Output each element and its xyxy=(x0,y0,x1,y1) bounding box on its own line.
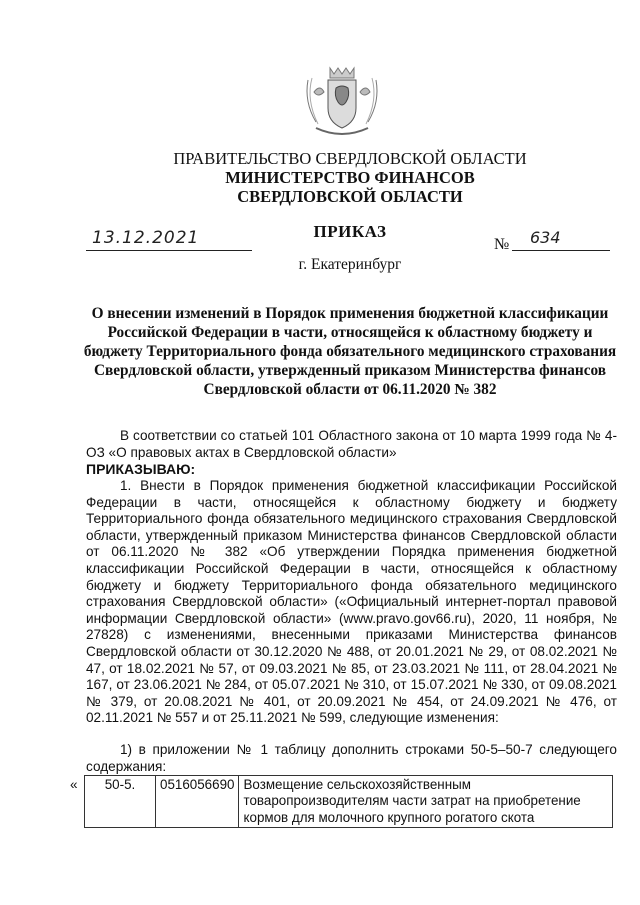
document-subject: О внесении изменений в Порядок применения бюджетной классификации Российской Федерации в части, относящейся к областному бюджету и бюджету Территориального фонда обязательного медицинского страхования Свердловской области, утвержденный приказом Министерства финансов Свердловской области от 06.11.2020 № 382 xyxy=(83,305,617,398)
row-number-cell: 50-5. xyxy=(85,776,156,828)
description-cell: Возмещение сельскохозяйственным товаропроизводителям части затрат на приобретение кормов для молочного крупного рогатого скота xyxy=(239,776,613,828)
number-underline xyxy=(512,230,610,251)
item-1-paragraph: 1. Внести в Порядок применения бюджетной классификации Российской Федерации в части, относящейся к областному бюджету и бюджету Территориального фонда обязательного медицинского страхования Свердловской области, утвержденный приказом Министерства финансов Свердловской области от 06.11.2020 № 382 «Об утверждении Порядка применения бюджетной классификации Российской Федерации в части, относящейся к областному бюджету и бюджету Территориального фонда обязательного медицинского страхования Свердловской области» («Официальный интернет-портал правовой информации Свердловской области» (www.pravo.gov66.ru), 2020, 11 ноября, № 27828) с изменениями, внесенными приказами Министерства финансов Свердловской области от 30.12.2020 № 488, от 20.01.2021 № 29, от 08.02.2021 № 47, от 18.02.2021 № 57, от 09.03.2021 № 85, от 23.03.2021 № 111, от 28.04.2021 № 167, от 23.06.2021 № 284, от 05.07.2021 № 310, от 15.07.2021 № 330, от 09.08.2021 № 379, от 20.08.2021 № 401, от 20.09.2021 № 454, от 24.09.2021 № 476, от 02.11.2021 № 557 и от 25.11.2021 № 599, следующие изменения: xyxy=(86,478,617,726)
opening-quote: « xyxy=(70,777,78,792)
region-name: СВЕРДЛОВСКОЙ ОБЛАСТИ xyxy=(237,187,463,206)
handwritten-number: 634 xyxy=(530,228,561,247)
ministry-name: МИНИСТЕРСТВО ФИНАНСОВ xyxy=(225,168,475,187)
amendment-table xyxy=(84,775,613,828)
preamble-paragraph: В соответствии со статьей 101 Областного закона от 10 марта 1999 года № 4-ОЗ «О правовых актах в Свердловской области» xyxy=(86,428,617,460)
city: г. Екатеринбург xyxy=(298,256,402,273)
code-cell: 0516056690 xyxy=(156,776,239,828)
government-name: ПРАВИТЕЛЬСТВО СВЕРДЛОВСКОЙ ОБЛАСТИ xyxy=(173,149,527,168)
coat-of-arms-icon xyxy=(300,62,384,140)
item-1-1-paragraph: 1) в приложении № 1 таблицу дополнить строками 50-5–50-7 следующего содержания: xyxy=(86,742,617,774)
order-word: ПРИКАЗЫВАЮ: xyxy=(86,461,196,477)
document-type: ПРИКАЗ xyxy=(313,222,387,241)
issuer-header xyxy=(0,149,640,206)
handwritten-date: 13.12.2021 xyxy=(92,228,200,248)
number-sign: № xyxy=(494,236,510,253)
table-row xyxy=(85,776,613,828)
